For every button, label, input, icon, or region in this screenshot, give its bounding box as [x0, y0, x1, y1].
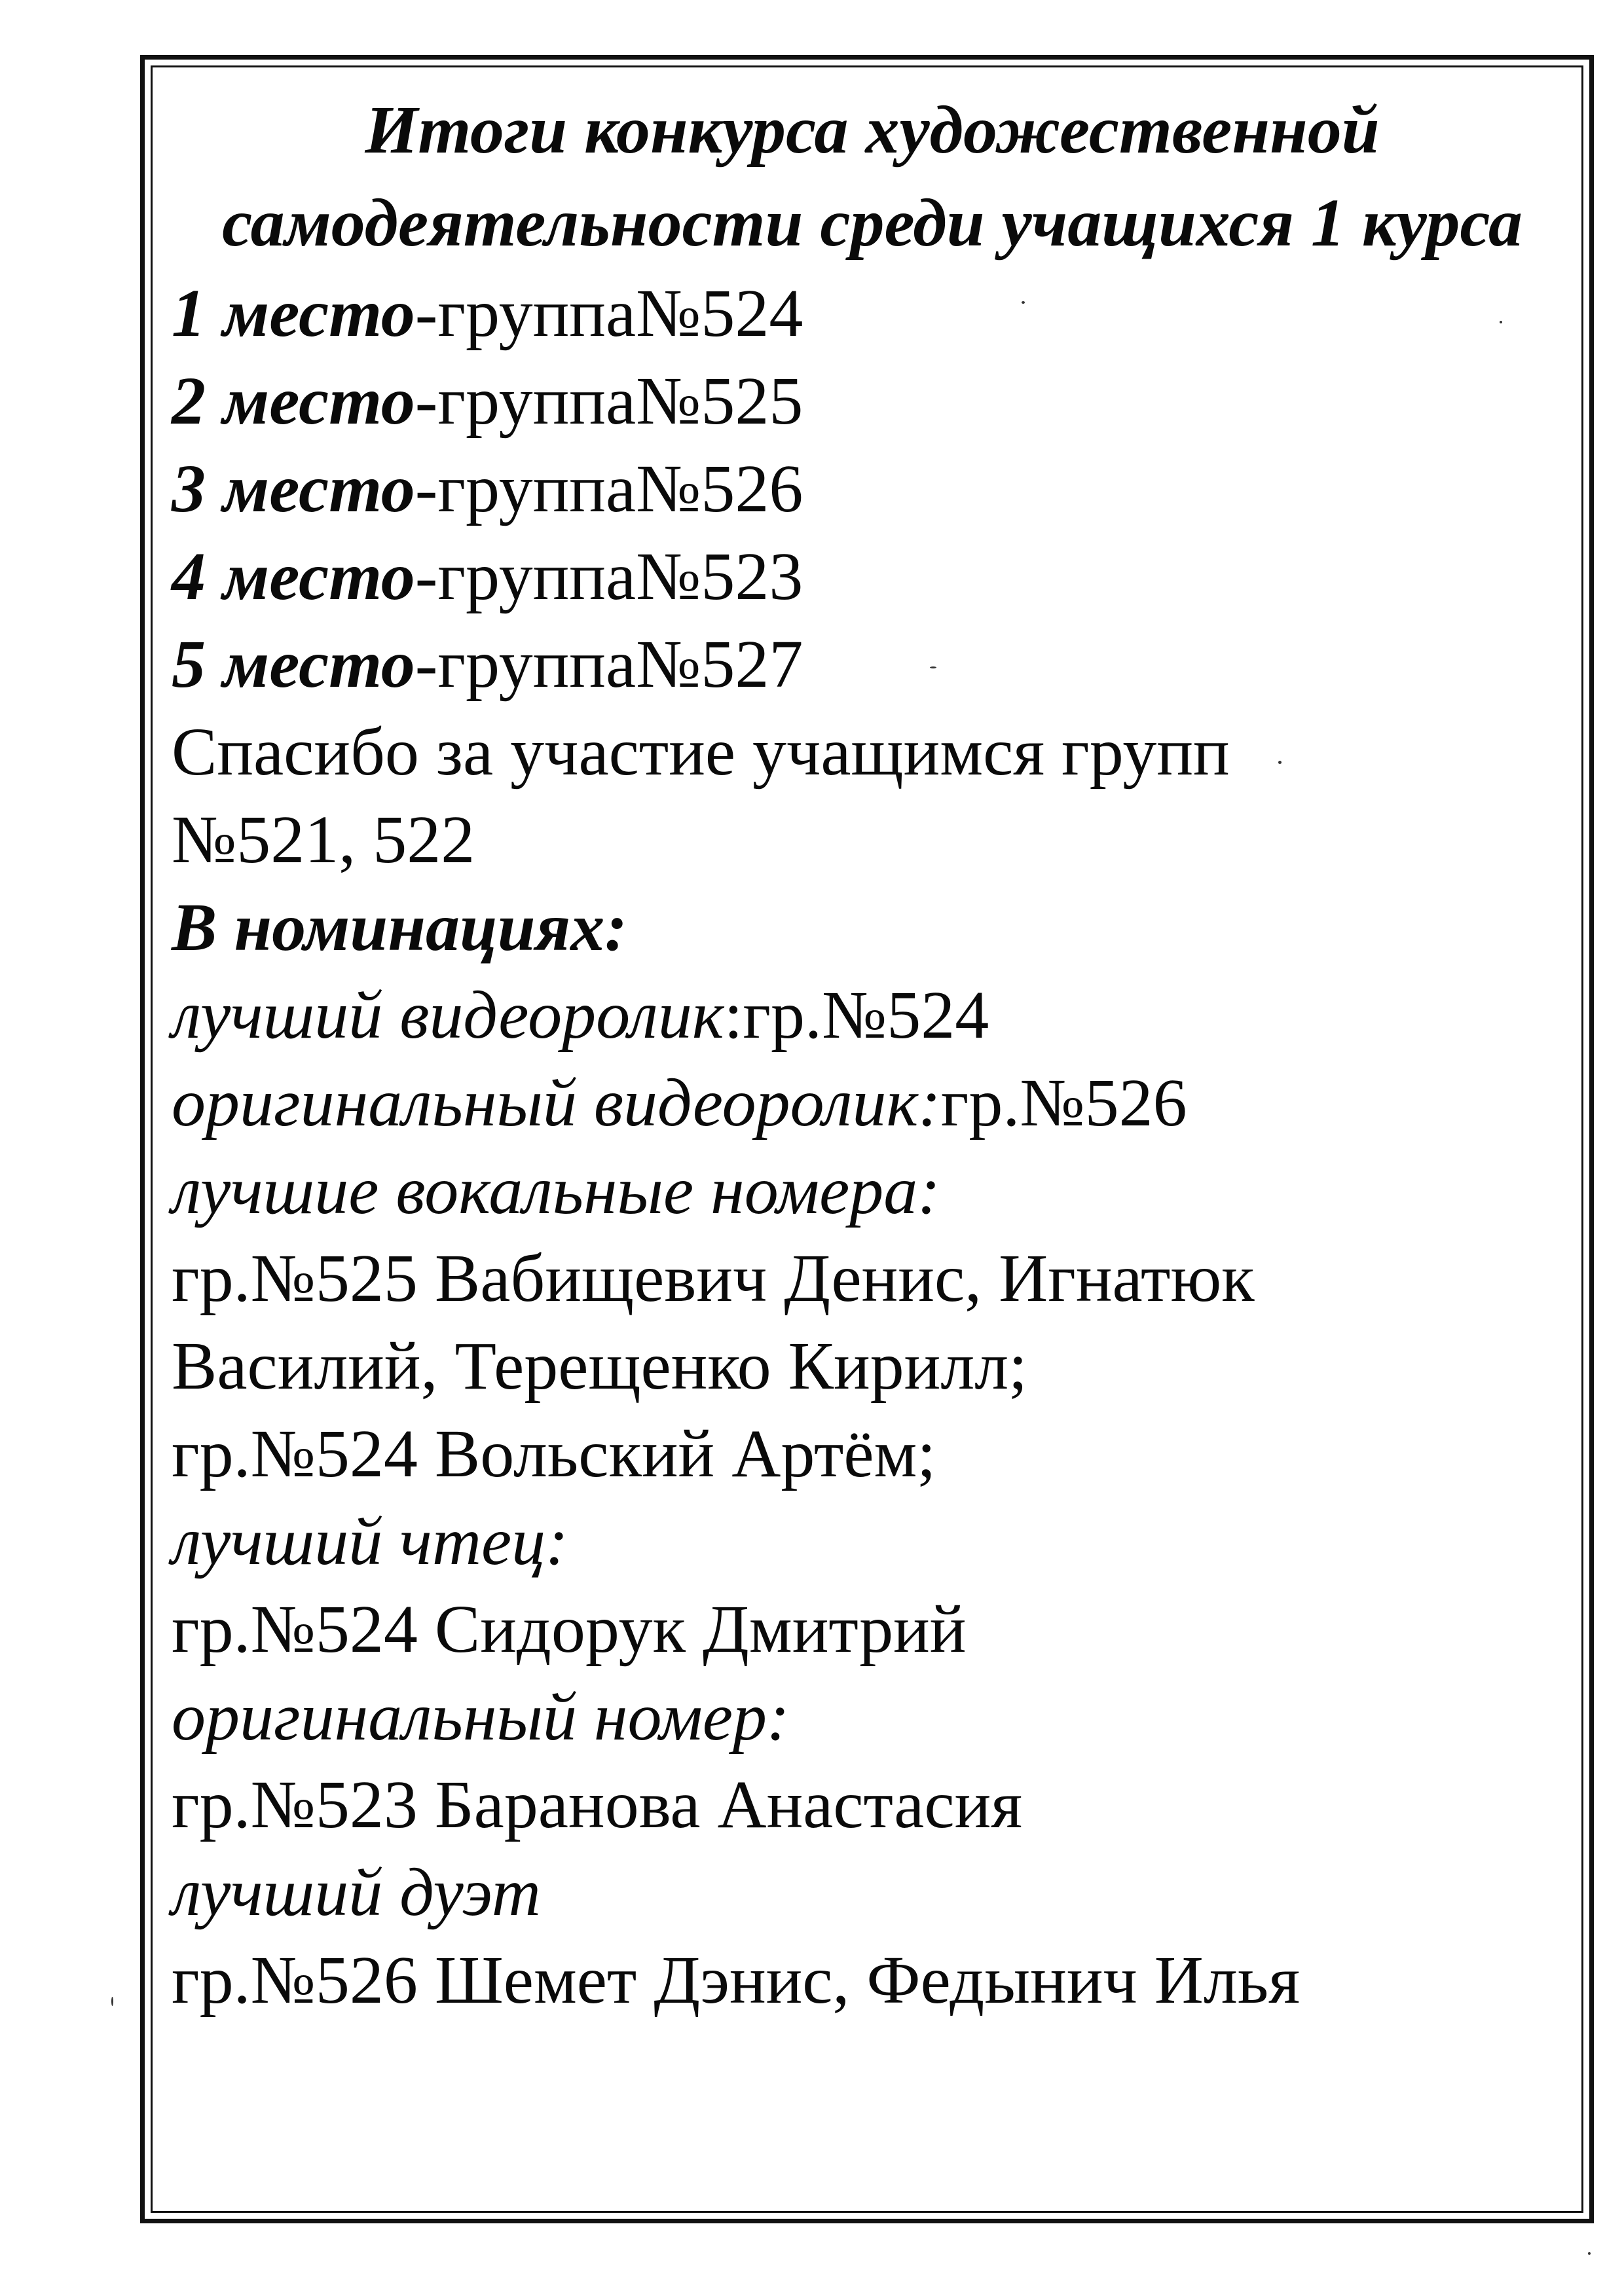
nomination-best-reader-value: гр.№524 Сидорук Дмитрий [172, 1592, 967, 1667]
document-title: Итоги конкурса художественной самодеятельности среди учащихся 1 курса [222, 92, 1522, 261]
nomination-best-reader-label: лучший чтец: [172, 1504, 568, 1579]
place-row [172, 445, 1573, 533]
place-row [172, 270, 1573, 357]
nominations-heading: В номинациях: [172, 890, 627, 965]
nomination-best-video [172, 972, 1573, 1059]
nomination-best-duet-value: гр.№526 Шемет Дэнис, Федынич Илья [172, 1942, 1301, 2018]
place-group: -группа№527 [415, 627, 803, 702]
nomination-label: лучший видеоролик [172, 977, 724, 1053]
scan-speck [111, 1997, 113, 2006]
nomination-original-number-value: гр.№523 Баранова Анастасия [172, 1767, 1023, 1842]
places-list [172, 270, 1573, 708]
place-group: -группа№523 [415, 539, 803, 614]
place-label: 1 место [172, 276, 415, 351]
nomination-best-vocal-line: Василий, Терещенко Кирилл; [172, 1328, 1027, 1404]
nomination-best-duet-label: лучший дуэт [172, 1855, 541, 1930]
place-label: 5 место [172, 627, 415, 702]
place-label: 4 место [172, 539, 415, 614]
nomination-value: :гр.№524 [724, 977, 989, 1053]
place-group: -группа№526 [415, 451, 803, 526]
document-body [172, 84, 1573, 2024]
thanks-line-2: №521, 522 [172, 802, 475, 877]
nomination-original-video [172, 1059, 1573, 1147]
scan-speck [1278, 761, 1282, 764]
nomination-best-vocal-line: гр.№524 Вольский Артём; [172, 1416, 936, 1491]
scan-speck [930, 666, 936, 668]
nomination-value: гр.№526 [940, 1065, 1187, 1140]
place-row [172, 621, 1573, 708]
scan-speck [1500, 321, 1502, 323]
place-row [172, 357, 1573, 445]
nomination-original-number-label: оригинальный номер: [172, 1679, 790, 1755]
thanks-line-1: Спасибо за участие учащимся групп [172, 714, 1230, 790]
place-group: -группа№524 [415, 276, 803, 351]
place-label: 3 место [172, 451, 415, 526]
place-group: -группа№525 [415, 363, 803, 439]
nomination-best-vocal-label: лучшие вокальные номера: [172, 1153, 940, 1228]
scan-speck [1022, 301, 1025, 304]
place-row [172, 533, 1573, 621]
nomination-label: оригинальный видеоролик: [172, 1065, 941, 1140]
place-label: 2 место [172, 363, 415, 439]
scan-speck [1588, 2252, 1591, 2255]
nomination-best-vocal-line: гр.№525 Вабищевич Денис, Игнатюк [172, 1241, 1255, 1316]
